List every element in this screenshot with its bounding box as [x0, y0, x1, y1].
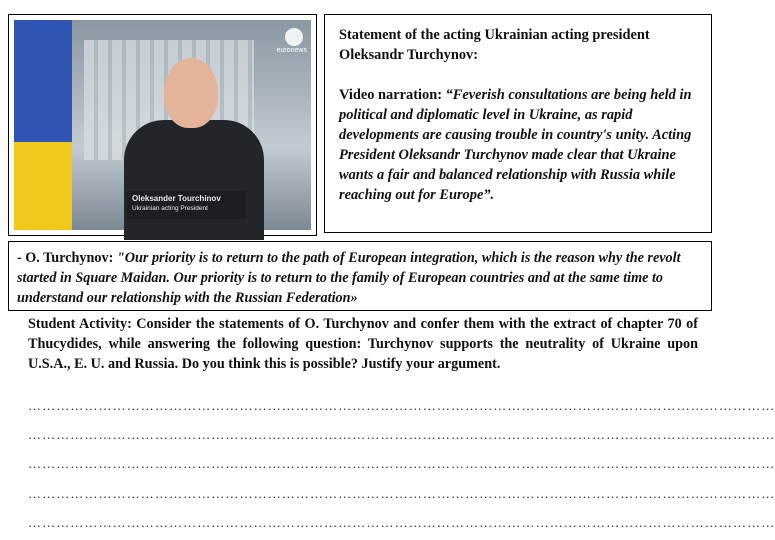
quote-box: [8, 241, 712, 311]
lower-third-caption: [127, 191, 245, 219]
speaker-body: [124, 120, 264, 240]
statement-box: [324, 14, 712, 233]
answer-line-4[interactable]: ……………………………………………………………………………………………………………………………………………: [28, 486, 775, 501]
answer-line-5[interactable]: ……………………………………………………………………………………………………………………………………………: [28, 515, 775, 530]
ukraine-flag-blue: [14, 20, 72, 142]
student-activity-text: Student Activity: Consider the statements of O. Turchynov and confer them with the extract of chapter 70 of Thucydides, while answering the following question: Turchynov supports the neutrality of Ukraine upon U.S.A., E. U. and Russia. Do you think this is possible? Justify your argument.: [28, 316, 698, 372]
quote-speaker: - O. Turchynov:: [17, 250, 117, 266]
statement-title: Statement of the acting Ukrainian acting president Oleksandr Turchynov:: [339, 27, 650, 63]
statement-body: [339, 85, 697, 205]
answer-line-3[interactable]: ……………………………………………………………………………………………………………………………………………: [28, 456, 775, 471]
answer-line-1[interactable]: ……………………………………………………………………………………………………………………………………………: [28, 398, 775, 413]
answer-line-2[interactable]: ……………………………………………………………………………………………………………………………………………: [28, 427, 775, 442]
narration-text: “Feverish consultations are being held in political and diplomatic level in Ukraine, as rapid developments are causing trouble in country's unity. Acting President Oleksandr Turchynov made clear that Ukraine wants a fair and balanced relationship with Russia while reaching out for Europe”.: [339, 87, 692, 203]
video-still-frame: [8, 14, 317, 236]
channel-logo-icon: [285, 28, 303, 46]
quote-text: "Our priority is to return to the path of European integration, which is the reason why the revolt started in Square Maidan. Our priority is to return to the family of European countries and at the same time to understand our relationship with the Russian Federation»: [17, 250, 681, 306]
narration-label: Video narration:: [339, 87, 446, 103]
video-frame: [14, 20, 311, 230]
channel-logo-text: euronews: [276, 47, 307, 54]
speaker-head: [164, 58, 218, 128]
lower-third-name: Oleksander Tourchinov: [132, 194, 221, 203]
lower-third-role: Ukrainian acting President: [132, 205, 208, 212]
ukraine-flag-yellow: [14, 142, 72, 230]
